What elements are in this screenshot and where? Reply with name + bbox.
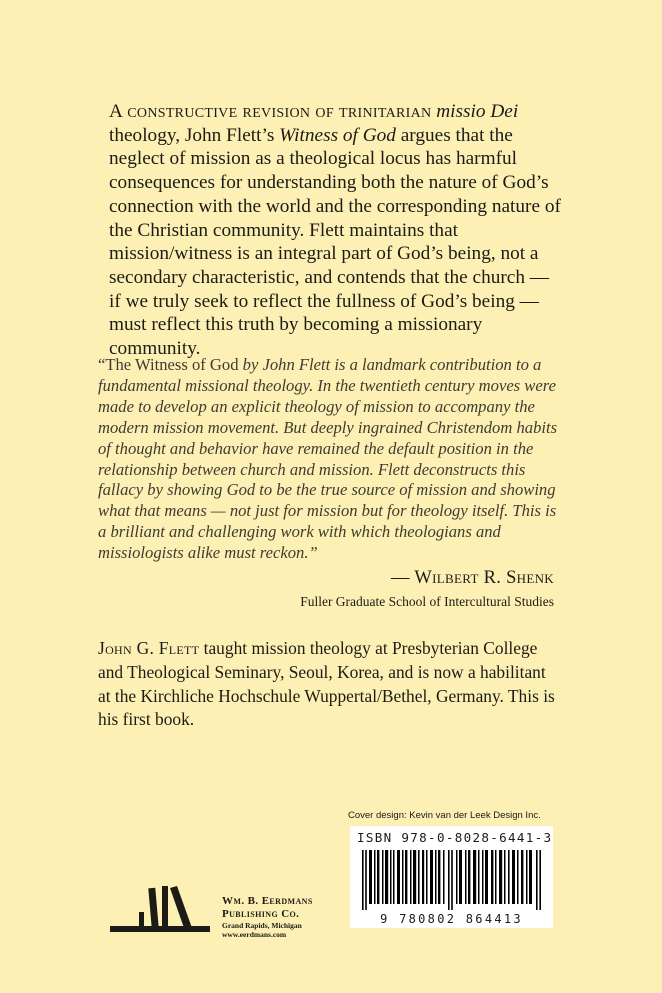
description-lead: A constructive revision of trinitarian — [109, 101, 432, 122]
publisher-name: Wm. B. Eerdmans — [222, 895, 313, 907]
isbn-number: ISBN 978-0-8028-6441-3 — [357, 830, 553, 845]
eerdmans-logo-icon — [110, 884, 210, 936]
ean-number: 9 780802 864413 — [380, 912, 523, 926]
barcode-icon — [362, 850, 542, 910]
author-bio — [98, 637, 558, 732]
author-bio-text: taught mission theology at Presbyterian College and Theological Seminary, Seoul, Korea, and is now a habilitant at the Kirchliche Hochschule Wuppertal/Bethel, Germany. This is his first book. — [98, 638, 555, 730]
publisher-imprint — [222, 895, 313, 939]
publisher-location: Grand Rapids, Michigan — [222, 921, 302, 930]
cover-credit: Cover design: Kevin van der Leek Design Inc. — [348, 810, 541, 821]
description-part1: theology, John Flett’s — [109, 124, 275, 146]
book-description — [109, 100, 561, 361]
publisher-company: Publishing Co. — [222, 908, 300, 920]
endorser-name: — Wilbert R. Shenk — [391, 568, 554, 588]
endorser-affiliation: Fuller Graduate School of Intercultural Studies — [300, 594, 554, 609]
description-part2: argues that the neglect of mission as a theological locus has harmful consequences for understanding both the nature of God’s connection with the world and the corresponding nature of the Christian community. Flett maintains that mission/witness is an integral part of God’s being, not a secondary characteristic, and contends that the church — if we truly seek to reflect the fullness of God’s being — must reflect this truth by becoming a missionary community. — [109, 124, 561, 360]
publisher-website: www.eerdmans.com — [222, 930, 287, 939]
description-book-title: Witness of God — [279, 124, 396, 146]
author-name: John G. Flett — [98, 638, 200, 658]
endorsement-open: “The Witness of God — [98, 355, 239, 374]
endorsement-quote — [98, 355, 558, 564]
barcode-block — [350, 826, 553, 928]
description-lead-term: missio Dei — [436, 101, 519, 122]
endorsement-body: by John Flett is a landmark contribution to a fundamental missional theology. In the twentieth century moves were made to develop an explicit theology of mission to accompany the modern mission movement. But deeply ingrained Christendom habits of thought and behavior have remained the default position in the relationship between church and mission. Flett deconstructs this fallacy by showing God to be the true source of mission and showing what that means — not just for mission but for theology itself. This is a brilliant and challenging work with which theologians and missiologists alike must reckon.” — [98, 355, 558, 563]
